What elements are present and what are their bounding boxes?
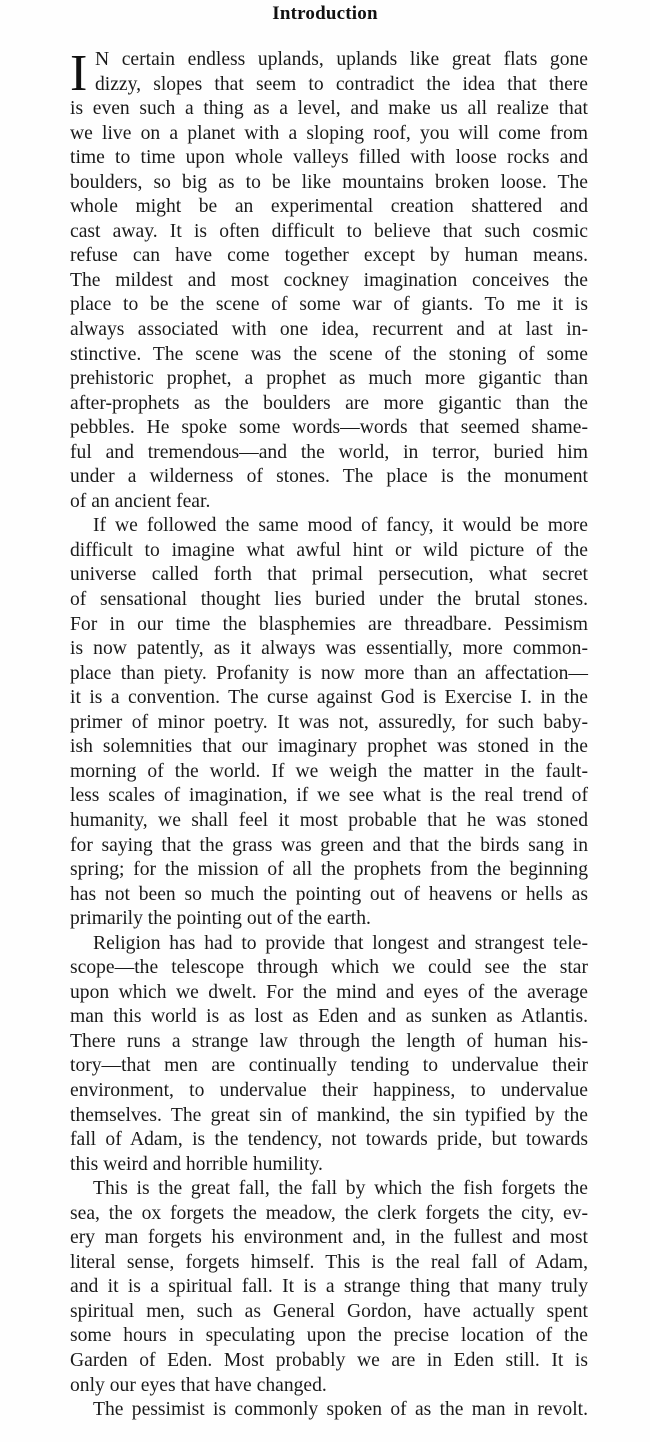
body-text	[70, 45, 588, 1423]
text-line: this weird and horrible humility.	[70, 1153, 323, 1175]
text-line: cast away. It is often difficult to believe that such cosmic	[70, 220, 588, 242]
text-line: There runs a strange law through the length of human his-	[70, 1030, 588, 1052]
text-line: ful and tremendous—and the world, in terror, buried him	[70, 441, 588, 463]
text-line: it is a convention. The curse against God is Exercise I. in the	[70, 687, 588, 709]
paragraph	[70, 45, 588, 514]
text-line: refuse can have come together except by human means.	[70, 245, 588, 267]
text-line: of sensational thought lies buried under the brutal stones.	[70, 589, 588, 611]
text-line: spring; for the mission of all the prophets from the beginning	[70, 859, 588, 881]
text-line: upon which we dwelt. For the mind and eyes of the average	[70, 981, 588, 1003]
text-line: spiritual men, such as General Gordon, have actually spent	[70, 1300, 588, 1322]
paragraph	[70, 932, 588, 1177]
text-line: time to time upon whole valleys filled with loose rocks and	[70, 147, 588, 169]
text-line: of an ancient fear.	[70, 490, 211, 512]
text-line: For in our time the blasphemies are threadbare. Pessimism	[70, 613, 588, 635]
text-line: ery man forgets his environment and, in the fullest and most	[70, 1227, 588, 1249]
text-line: tory—that men are continually tending to undervalue their	[70, 1055, 588, 1077]
text-line: fall of Adam, is the tendency, not towards pride, but towards	[70, 1129, 588, 1151]
text-line: themselves. The great sin of mankind, the sin typified by the	[70, 1104, 588, 1126]
text-line: morning of the world. If we weigh the matter in the fault-	[70, 760, 588, 782]
text-line: under a wilderness of stones. The place is the monument	[70, 466, 588, 488]
text-line: place to be the scene of some war of giants. To me it is	[70, 294, 588, 316]
text-line: pebbles. He spoke some words—words that seemed shame-	[70, 417, 588, 439]
text-line: has not been so much the pointing out of heavens or hells as	[70, 883, 588, 905]
text-line: only our eyes that have changed.	[70, 1374, 327, 1396]
paragraph	[70, 514, 588, 931]
text-line: If we followed the same mood of fancy, it would be more	[93, 515, 588, 537]
text-line: environment, to undervalue their happiness, to undervalue	[70, 1079, 588, 1101]
text-line: prehistoric prophet, a prophet as much more gigantic than	[70, 368, 588, 390]
drop-cap: I	[70, 45, 88, 102]
text-line: N certain endless uplands, uplands like great flats gone	[95, 49, 588, 70]
text-line: Religion has had to provide that longest and strangest tele-	[93, 932, 588, 954]
text-line: for saying that the grass was green and that the birds sang in	[70, 834, 588, 856]
text-line: primarily the pointing out of the earth.	[70, 908, 371, 930]
text-line: sea, the ox forgets the meadow, the clerk forgets the city, ev-	[70, 1202, 588, 1224]
text-line: primer of minor poetry. It was not, assuredly, for such baby-	[70, 711, 588, 733]
text-line: man this world is as lost as Eden and as sunken as Atlantis.	[70, 1006, 588, 1028]
text-line: boulders, so big as to be like mountains broken loose. The	[70, 171, 588, 193]
text-line: we live on a planet with a sloping roof, you will come from	[70, 122, 588, 144]
text-line: This is the great fall, the fall by which the fish forgets the	[93, 1178, 588, 1200]
text-line: humanity, we shall feel it most probable that he was stoned	[70, 809, 588, 831]
text-line: scope—the telescope through which we could see the star	[70, 957, 588, 979]
text-line: stinctive. The scene was the scene of the stoning of some	[70, 343, 588, 365]
text-line: universe called forth that primal persecution, what secret	[70, 564, 588, 586]
text-line: The pessimist is commonly spoken of as the man in revolt.	[93, 1399, 588, 1421]
text-line: and it is a spiritual fall. It is a strange thing that many truly	[70, 1276, 588, 1298]
text-line: is now patently, as it always was essentially, more common-	[70, 638, 588, 660]
text-line: less scales of imagination, if we see what is the real trend of	[70, 785, 588, 807]
text-line: Garden of Eden. Most probably we are in Eden still. It is	[70, 1349, 588, 1371]
paragraph	[70, 1177, 588, 1398]
chapter-title: Introduction	[272, 3, 378, 24]
text-line: always associated with one idea, recurrent and at last in-	[70, 319, 588, 341]
text-line: difficult to imagine what awful hint or wild picture of the	[70, 539, 588, 561]
text-line: whole might be an experimental creation shattered and	[70, 196, 588, 218]
paragraph	[70, 1398, 588, 1423]
text-line: after-prophets as the boulders are more gigantic than the	[70, 392, 588, 414]
text-line: The mildest and most cockney imagination conceives the	[70, 269, 588, 291]
text-line: dizzy, slopes that seem to contradict the idea that there	[95, 73, 588, 95]
text-line: some hours in speculating upon the precise location of the	[70, 1325, 588, 1347]
text-line: ish solemnities that our imaginary prophet was stoned in the	[70, 736, 588, 758]
text-line: is even such a thing as a level, and make us all realize that	[70, 98, 588, 120]
text-line: place than piety. Profanity is now more than an affectation—	[70, 662, 588, 684]
text-line: literal sense, forgets himself. This is the real fall of Adam,	[70, 1251, 588, 1273]
